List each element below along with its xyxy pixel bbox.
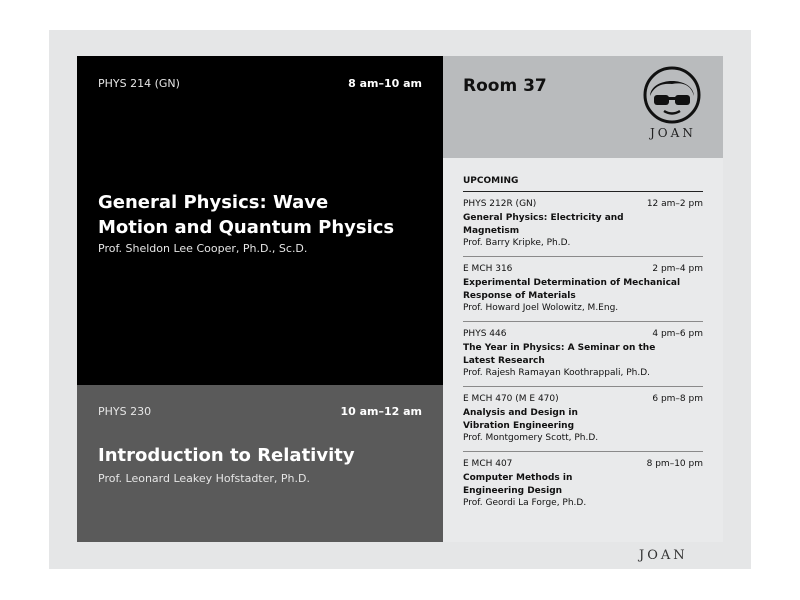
item-professor: Prof. Geordi La Forge, Ph.D. (463, 498, 587, 508)
current-meeting-panel (77, 56, 443, 385)
item-code: E MCH 470 (M E 470) (463, 394, 559, 404)
item-professor: Prof. Barry Kripke, Ph.D. (463, 238, 571, 248)
meeting-title: General Physics: Wave Motion and Quantum Physics (98, 192, 395, 238)
item-time: 8 pm–10 pm (646, 459, 703, 469)
joan-face-icon (641, 66, 703, 128)
item-title: Computer Methods in Engineering Design (463, 473, 573, 496)
brand-wordmark: JOAN (650, 126, 696, 140)
device-brand-label: JOAN (639, 548, 688, 563)
room-sidebar (443, 56, 723, 542)
item-title: Analysis and Design in Vibration Engineering (463, 408, 578, 431)
item-title: General Physics: Electricity and Magnetism (463, 213, 624, 236)
room-title: Room 37 (463, 76, 547, 96)
meeting-code: PHYS 230 (98, 405, 152, 418)
room-header (443, 56, 723, 158)
item-divider (463, 256, 703, 257)
meeting-professor: Prof. Sheldon Lee Cooper, Ph.D., Sc.D. (98, 242, 308, 255)
item-time: 6 pm–8 pm (652, 394, 703, 404)
upcoming-label: UPCOMING (463, 176, 519, 186)
item-divider (463, 321, 703, 322)
item-time: 2 pm–4 pm (652, 264, 703, 274)
meeting-code: PHYS 214 (GN) (98, 77, 180, 90)
meeting-time: 8 am–10 am (348, 77, 422, 90)
item-code: E MCH 316 (463, 264, 513, 274)
next-meeting-panel (77, 385, 443, 542)
item-time: 4 pm–6 pm (652, 329, 703, 339)
item-professor: Prof. Montgomery Scott, Ph.D. (463, 433, 599, 443)
item-professor: Prof. Howard Joel Wolowitz, M.Eng. (463, 303, 619, 313)
item-divider (463, 386, 703, 387)
meeting-professor: Prof. Leonard Leakey Hofstadter, Ph.D. (98, 472, 310, 485)
item-title: The Year in Physics: A Seminar on the Latest Research (463, 343, 656, 366)
room-display-screen (77, 56, 723, 542)
item-time: 12 am–2 pm (646, 199, 703, 209)
item-divider (463, 451, 703, 452)
item-code: PHYS 212R (GN) (463, 199, 537, 209)
item-code: PHYS 446 (463, 329, 507, 339)
item-title: Experimental Determination of Mechanical Response of Materials (463, 278, 681, 301)
item-professor: Prof. Rajesh Ramayan Koothrappali, Ph.D. (463, 368, 650, 378)
upcoming-rule (463, 191, 703, 192)
item-code: E MCH 407 (463, 459, 513, 469)
meeting-title: Introduction to Relativity (98, 445, 355, 466)
meetings-column (77, 56, 443, 542)
meeting-time: 10 am–12 am (340, 405, 422, 418)
